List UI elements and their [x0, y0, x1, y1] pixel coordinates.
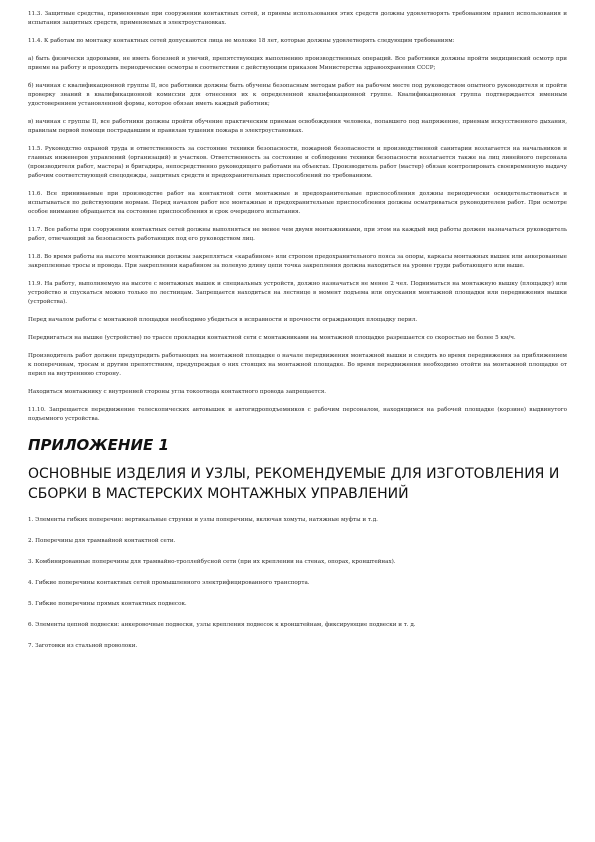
list-item: 2. Поперечины для трамвайной контактной сети.	[28, 538, 176, 544]
paragraph-11-4-b: б) начиная с квалификационной группы II, все работники должны быть обучены безопасным методам работ на рабочем месте под руководством опытного руководителя и пройти проверку знаний в квалификационной комиссии для отнесения их к определенной квалификационной группе. Квалификационная группа подтверждается именным удостоверением установленной формы, которое обязан иметь каждый работник;	[28, 83, 567, 107]
paragraph-inner-side: Находиться монтажнику с внутренней стороны угла токоотвода контактного провода запрещается.	[28, 389, 327, 395]
list-item: 4. Гибкие поперечины контактных сетей промышленного электрифицированного транспорта.	[28, 580, 310, 586]
paragraph-foreman-warning: Производитель работ должен предупредить работающих на монтажной площадке о начале передвижения монтажной вышки и следить во время передвижения за приближением к поперечинам, тросам и другим препятствиям, предупреждая о них стоящих на монтажной площадке. Во время передвижения необходимо отойти на монтажной площадке от перил на внутреннюю сторону.	[28, 353, 567, 377]
list-item: 7. Заготовки из стальной проволоки.	[28, 643, 138, 649]
paragraph-11-6: 11.6. Все принимаемые при производстве работ на контактной сети монтажные и предохранительные приспособления должны периодически освидетельствоваться и испытываться по действующим нормам. Перед началом работ все монтажные и предохранительные приспособления должны осматриваться руководителем работ. При осмотре особое внимание обращается на состояние приспособления и срок очередного испытания.	[28, 191, 567, 215]
appendix-title: ПРИЛОЖЕНИЕ 1	[28, 436, 169, 454]
list-item: 1. Элементы гибких поперечин: вертикальные струнки и узлы поперечины, включая хомуты, натяжные муфты и т.д.	[28, 517, 378, 523]
list-item: 5. Гибкие поперечины прямых контактных подвесок.	[28, 601, 187, 607]
paragraph-11-7: 11.7. Все работы при сооружении контактных сетей должны выполняться не менее чем двумя монтажниками, при этом на каждый вид работы должен назначаться руководитель работ, отвечающий за безопасность работающих под его руководством лиц.	[28, 227, 567, 242]
paragraph-11-4: 11.4. К работам по монтажу контактных сетей допускаются лица не моложе 18 лет, которые должны удовлетворять следующим требованиям:	[28, 38, 455, 44]
paragraph-11-9: 11.9. На работу, выполняемую на высоте с монтажных вышек и специальных устройств, должно назначаться не менее 2 чел. Подниматься на монтажную вышку (площадку) или устройство и спускаться можно только по лестницам. Запрещается находиться на лестнице в момент подъема или опускания монтажной площадки или передвижения вышки (устройства).	[28, 281, 567, 305]
paragraph-11-4-a: а) быть физически здоровыми, не иметь болезней и увечий, препятствующих выполнению производственных операций. Все работники должны пройти медицинский осмотр при приеме на работу и проходить периодические осмотры в соответствии с действующим приказом Министерства здравоохранения СССР;	[28, 56, 567, 71]
paragraph-platform-check: Перед началом работы с монтажной площадки необходимо убедиться в исправности и прочности ограждающих площадку перил.	[28, 317, 418, 323]
paragraph-11-4-v: в) начиная с группы II, все работники должны пройти обучение практическим приемам освобождения человека, попавшего под напряжение, приемам искусственного дыхания, правилам первой помощи пострадавшим и правилам тушения пожара в электроустановках.	[28, 119, 567, 134]
paragraph-11-3: 11.3. Защитные средства, применяемые при сооружении контактных сетей, и приемы использования этих средств должны удовлетворять требованиям правил использования и испытания защитных средств, применяемых в электроустановках.	[28, 11, 567, 26]
paragraph-speed-limit: Передвигаться на вышке (устройстве) по трассе прокладки контактной сети с монтажниками на монтажной площадке разрешается со скоростью не более 5 км/ч.	[28, 335, 516, 341]
list-item: 3. Комбинированные поперечины для трамвайно-троллейбусной сети (при их креплении на стенах, опорах, кронштейнах).	[28, 559, 396, 565]
paragraph-11-10: 11.10. Запрещается передвижение телескопических автовышек и автогидроподъемников с рабочим персоналом, находящимся на рабочей площадке (корзине) выдвинутого подъемного устройства.	[28, 407, 567, 422]
paragraph-11-8: 11.8. Во время работы на высоте монтажники должны закрепляться «карабином» или стропом предохранительного пояса за опоры, каркасы монтажных вышек или анкерованные закрепленные тросы и провода. При закреплении карабином за полевую длину цепи точка закрепления должна находиться на уровне груди работающего или выше.	[28, 254, 567, 269]
appendix-list	[28, 516, 567, 651]
list-item: 6. Элементы цепной подвески: анкеровочные подвески, узлы крепления подвесок к кронштейнам, фиксирующие подвески и т. д.	[28, 622, 416, 628]
paragraph-11-5: 11.5. Руководство охраной труда и ответственность за состояние техники безопасности, пожарной безопасности и производственной санитарии возлагается на начальников и главных инженеров управлений (организаций) и участков. Ответственность за состояние и соблюдение техники безопасности возлагается также на лиц линейного персонала (производителя работ, мастера) и бригадира, непосредственно руководящего работами на объектах. Производитель работ (мастер) обязан контролировать своевременную выдачу рабочим соответствующей спецодежды, защитных средств и предохранительных приспособлений по требованиям.	[28, 146, 567, 179]
appendix-heading: ОСНОВНЫЕ ИЗДЕЛИЯ И УЗЛЫ, РЕКОМЕНДУЕМЫЕ ДЛЯ ИЗГОТОВЛЕНИЯ И СБОРКИ В МАСТЕРСКИХ МОНТАЖНЫХ УПРАВЛЕНИЙ	[28, 466, 560, 502]
